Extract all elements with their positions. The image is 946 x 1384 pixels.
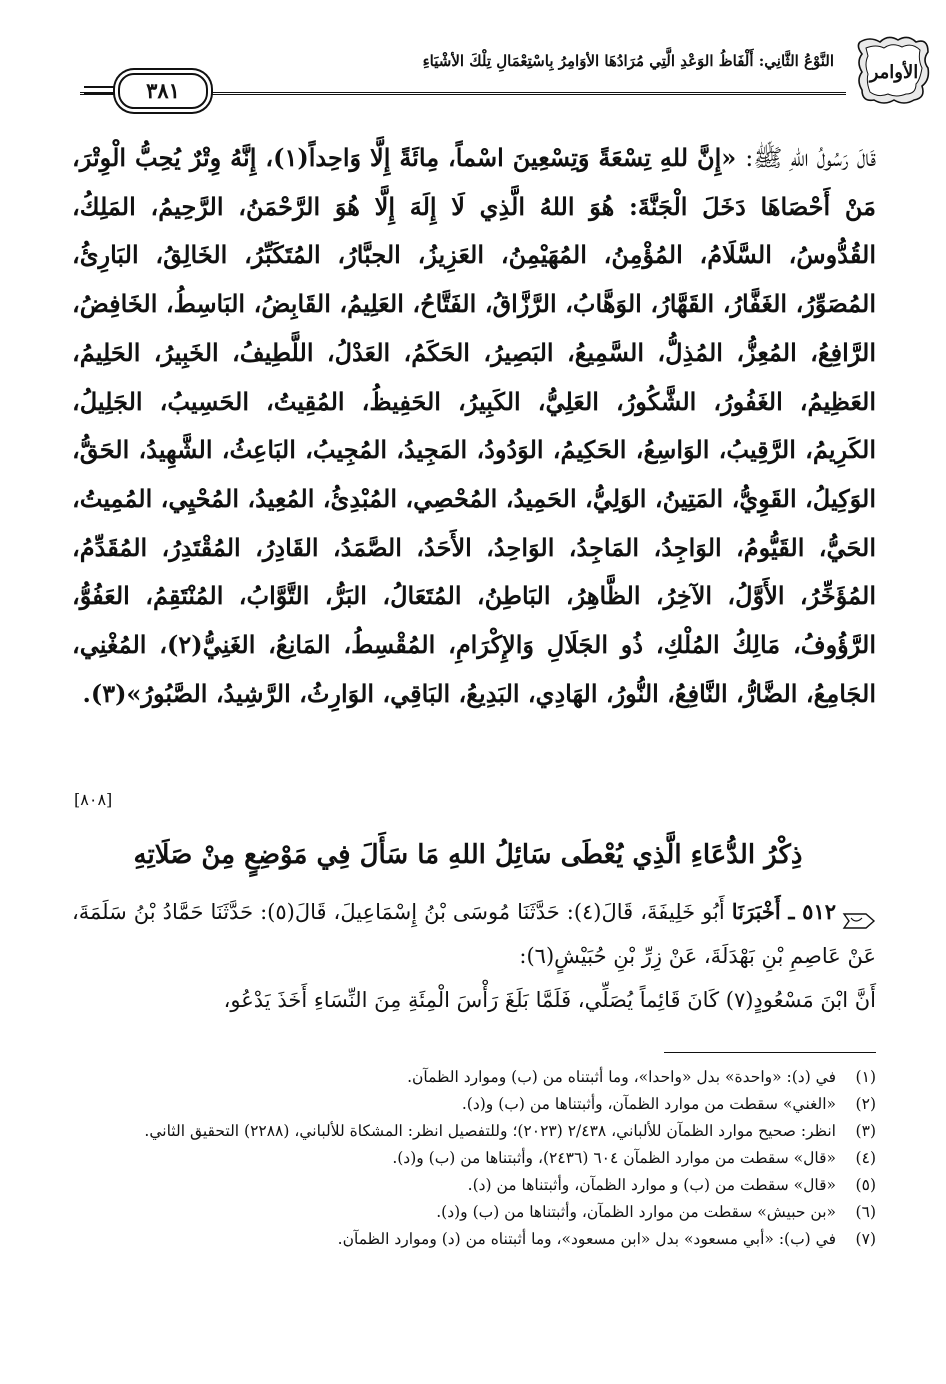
hadith-reference-number: [٨٠٨] (74, 790, 113, 809)
section-ornament-icon (856, 34, 932, 106)
header-left-rule (84, 86, 116, 100)
footnote: (٦) «بن حبيش» سقطت من موارد الظمآن، وأثبتناها من (ب) و(د). (436, 1203, 876, 1221)
hadith-lead: قَالَ رَسُولُ اللهِ ﷺ: (745, 144, 876, 172)
footnote: (٥) «قال» سقطت من (ب) و موارد الظمآن، وأثبتناها من (د). (467, 1176, 876, 1194)
hadith-matn: «إِنَّ للهِ تِسْعَةً وَتِسْعِينَ اسْماً، مِائَةً إِلَّا وَاحِداً(١)، إِنَّهُ وِتْرٌ يُحِبُّ الْوِتْرَ، مَنْ أَحْصَاهَا دَخَلَ الْجَنَّةَ: هُوَ اللهُ الَّذِي لَا إِلَهَ إِلَّا هُوَ الرَّحْمَنُ، الرَّحِيمُ، المَلِكُ، القُدُّوسُ، السَّلَامُ، المُؤْمِنُ، المُهَيْمِنُ، العَزِيزُ، الجبَّارُ، المُتَكَبِّرُ، الخَالِقُ، البَارِئُ، المُصَوِّرُ، الغَفَّارُ، القَهَّارُ، الوَهَّابُ، الرَّزَّاقُ، الفَتَّاحُ، العَلِيمُ، القَابِضُ، البَاسِطُ، الخَافِضُ، الرَّافِعُ، المُعِزُّ، المُذِلُّ، السَّمِيعُ، البَصِيرُ، الحَكَمُ، العَدْلُ، اللَّطِيفُ، الخَبِيرُ، الحَلِيمُ، العَظِيمُ، الغَفُورُ، الشَّكُورُ، العَلِيُّ، الكَبِيرُ، الحَفِيظُ، المُقِيتُ، الحَسِيبُ، الجَلِيلُ، الكَرِيمُ، الرَّقِيبُ، الوَاسِعُ، الحَكِيمُ، الوَدُودُ، المَجِيدُ، المُجِيبُ، البَاعِثُ، الشَّهِيدُ، الحَقُّ، الوَكِيلُ، القَوِيُّ، المَتِينُ، الوَلِيُّ، الحَمِيدُ، المُحْصِي، المُبْدِئُ، المُعِيدُ، المُحْيِي، المُمِيتُ، الحَيُّ، القَيُّومُ، الوَاجِدُ، المَاجِدُ، الوَاحِدُ، الأَحَدُ، الصَّمَدُ، القَادِرُ، المُقْتَدِرُ، المُقَدِّمُ، المُؤَخِّرُ، الأَوَّلُ، الآخِرُ، الظَّاهِرُ، البَاطِنُ، المُتَعَالُ، البَرُّ، التَّوَّابُ، المُنْتَقِمُ، العَفُوُّ، الرَّؤُوفُ، مَالِكُ المُلْكِ، ذُو الجَلَالِ وَالإِكْرَامِ، المُقْسِطُ، المَانِعُ، الغَنِيُّ(٢)، المُغْنِي، الجَامِعُ، الضَّارُّ، النَّافِعُ، النُّورُ، الهَادِي، البَدِيعُ، البَاقِي، الوَارِثُ، الرَّشِيدُ، الصَّبُورُ»(٣). (72, 143, 876, 708)
hadith-marker-icon (842, 903, 876, 925)
hadith-body-text (72, 134, 876, 718)
footnotes (72, 1064, 876, 1253)
hadith-isnad: أَبُو خَلِيفَةَ، قَالَ(٤): حَدَّثَنَا مُوسَى بْنُ إِسْمَاعِيلَ، قَالَ(٥): حَدَّثَنَا حَمَّادُ بْنُ سَلَمَةَ، عَنْ عَاصِمِ بْنِ بَهْدَلَةَ، عَنْ زِرِّ بْنِ حُبَيْشٍ(٦): (72, 900, 876, 968)
section-heading: ذِكْرُ الدُّعَاءِ الَّذِي يُعْطَى سَائِلُ اللهِ مَا سَأَلَ فِي مَوْضِعٍ مِنْ صَلَاتِهِ (133, 840, 803, 870)
footnote-rule (664, 1052, 876, 1053)
footnote: (٣) انظر: صحيح موارد الظمآن للألباني، ٢/٤٣٨ (٢٠٢٣)؛ وللتفصيل انظر: المشكاة للألباني، (٢٢٨٨) التحقيق الثاني. (144, 1122, 876, 1140)
footnote: (٢) «الغني» سقطت من موارد الظمآن، وأثبتناها من (ب) و(د). (461, 1095, 876, 1113)
hadith-512 (72, 890, 876, 1022)
footnote: (٤) «قال» سقطت من موارد الظمآن ٦٠٤ (٢٤٣٦)، وأثبتناها من (ب) و(د). (392, 1149, 876, 1167)
running-header-title: النَّوْعُ الثَّانِي: أَلْفَاظُ الوَعْدِ الَّتِي مُرَادُهَا الأوَامِرُ بِاسْتِعْمَالِ تِلْكَ الأشْيَاءِ (422, 52, 834, 70)
hadith-number: ٥١٢ ـ أَخْبَرَنَا (731, 899, 837, 924)
page-number: ٣٨١ (118, 73, 208, 109)
footnote: (١) في (د): «واحدة» بدل «واحدا»، وما أثبتناه من (ب) وموارد الظمآن. (407, 1068, 876, 1086)
hadith-matn-start: أَنَّ ابْنَ مَسْعُودٍ(٧) كَانَ قَائِماً يُصَلِّي، فَلَمَّا بَلَغَ رَأْسَ الْمِئَةِ مِنَ النِّسَاءِ أَخَذَ يَدْعُو، (223, 988, 876, 1012)
ornament-label: الأوامر (869, 62, 919, 83)
footnote: (٧) في (ب): «أبي مسعود» بدل «ابن مسعود»، وما أثبتناه من (د) وموارد الظمآن. (337, 1230, 876, 1248)
